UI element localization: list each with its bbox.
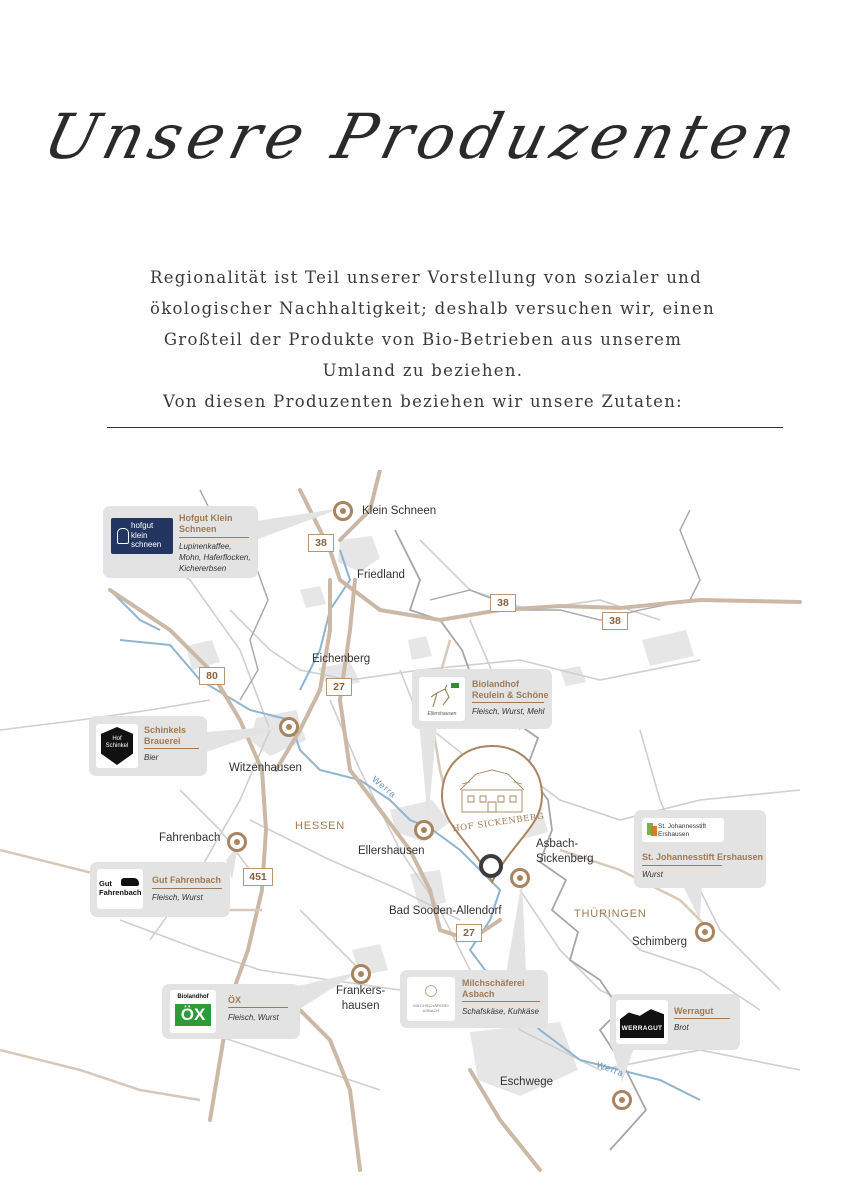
divider <box>674 1018 730 1019</box>
divider <box>152 888 222 889</box>
hills-icon <box>620 1004 664 1038</box>
road-badge: 38 <box>602 612 628 630</box>
place-label: Fahrenbach <box>159 832 221 844</box>
werragut-logo <box>616 1000 668 1044</box>
intro-line: ökologischer Nachhaltigkeit; deshalb versuchen wir, einen <box>150 299 716 318</box>
location-pin[interactable] <box>414 820 434 840</box>
schinkels-logo <box>96 724 138 768</box>
klein-schneen-logo <box>111 518 173 554</box>
divider <box>144 748 199 749</box>
road-badge: 80 <box>199 667 225 685</box>
location-pin[interactable] <box>227 832 247 852</box>
logo-text: Hof Schinkel <box>105 736 129 749</box>
place-label: Frankers- hausen <box>336 985 386 1012</box>
place-label: Friedland <box>357 569 405 581</box>
road-badge: 451 <box>243 868 273 886</box>
producer-products: Fleisch, Wurst <box>228 1013 279 1022</box>
river-label: Werra <box>370 774 399 800</box>
producer-name: ÖX <box>228 995 242 1005</box>
producer-card-fahrenbach[interactable] <box>90 862 230 917</box>
fahrenbach-logo <box>97 869 143 909</box>
producer-name: Schinkels Brauerei <box>144 725 187 746</box>
leaf-icon <box>651 826 657 836</box>
producer-card-werragut[interactable] <box>610 994 740 1050</box>
location-pin[interactable] <box>510 868 530 888</box>
region-label-hessen: HESSEN <box>295 820 346 832</box>
logo-text: Biolandhof <box>177 994 209 1000</box>
page-title: Unsere Produzenten <box>36 100 810 173</box>
road-badge: 27 <box>456 924 482 942</box>
divider <box>462 1001 540 1002</box>
milchschaeferei-logo <box>407 977 455 1021</box>
producer-name: Werragut <box>674 1006 714 1016</box>
location-pin[interactable] <box>695 922 715 942</box>
road-badge: 27 <box>326 678 352 696</box>
producer-card-johannesstift[interactable] <box>634 810 766 888</box>
producer-card-schinkels[interactable] <box>89 716 207 776</box>
divider <box>107 427 783 428</box>
logo-text: St. Johannesstift Ershausen <box>658 823 707 838</box>
producer-name: St. Johannesstift Ershausen <box>642 852 764 862</box>
oex-logo <box>170 990 216 1033</box>
river-label: Werra <box>595 1059 626 1079</box>
logo-text: hofgut klein schneen <box>131 521 162 549</box>
divider <box>472 702 544 703</box>
producer-products: Fleisch, Wurst <box>152 893 203 902</box>
producer-products: Schafskäse, Kuhkäse <box>462 1007 539 1016</box>
place-label: Klein Schneen <box>362 505 437 517</box>
producer-products: Bier <box>144 753 159 762</box>
location-pin[interactable] <box>612 1090 632 1110</box>
place-label: Bad Sooden-Allendorf <box>389 905 502 917</box>
logo-text: Gut Fahrenbach <box>99 879 142 897</box>
region-label-thueringen: THÜRINGEN <box>574 908 647 920</box>
producer-card-reulein[interactable] <box>412 669 552 729</box>
producer-map <box>0 470 846 1190</box>
location-pin[interactable] <box>279 717 299 737</box>
producer-products: Lupinenkaffee, Mohn, Haferflocken, Kichererbsen <box>179 542 251 573</box>
producer-name: Milchschäferei Asbach <box>462 978 525 999</box>
location-pin[interactable] <box>333 501 353 521</box>
producer-products: Brot <box>674 1023 689 1032</box>
place-label: Eschwege <box>500 1076 554 1088</box>
producer-name: Gut Fahrenbach <box>152 875 222 885</box>
producer-card-klein-schneen[interactable] <box>103 506 258 578</box>
place-label: Asbach- Sickenberg <box>536 838 594 865</box>
road-badge: 38 <box>308 534 334 552</box>
place-label: Eichenberg <box>312 653 371 665</box>
producer-products: Fleisch, Wurst, Mehl <box>472 707 545 716</box>
place-label: Ellershausen <box>358 845 425 857</box>
circle-icon <box>425 985 437 997</box>
logo-text: ÖX <box>175 1004 211 1026</box>
producer-products: Wurst <box>642 870 663 879</box>
road-badge: 38 <box>490 594 516 612</box>
intro-line: Umland zu beziehen. <box>322 361 524 380</box>
divider <box>179 537 249 538</box>
producer-name: Hofgut Klein Schneen <box>179 513 233 534</box>
logo-text: WERRAGUT <box>621 1025 663 1032</box>
logo-text: Ellershausen <box>427 711 457 717</box>
figure-sketch-icon <box>427 683 457 709</box>
producer-name: Biolandhof Reulein & Schöne <box>472 679 549 700</box>
intro-text <box>150 262 716 417</box>
divider <box>642 865 722 866</box>
intro-line: Von diesen Produzenten beziehen wir unsere Zutaten: <box>162 392 684 411</box>
intro-line: Regionalität ist Teil unserer Vorstellung von sozialer und <box>150 268 702 287</box>
divider <box>228 1007 288 1008</box>
logo-mark-icon <box>117 528 129 544</box>
location-pin[interactable] <box>351 964 371 984</box>
producer-card-oex[interactable] <box>162 984 300 1039</box>
place-label: Witzenhausen <box>229 762 302 774</box>
logo-text: MILCHSCHÄFEREI ASBACH <box>413 1003 449 1013</box>
place-label: Schimberg <box>632 936 687 948</box>
producer-card-milchschaeferei[interactable] <box>400 970 548 1028</box>
johannesstift-logo <box>642 818 724 842</box>
hof-sickenberg-label: HOF SICKENBERG <box>451 811 545 835</box>
hof-sickenberg-pin[interactable] <box>479 854 503 878</box>
reulein-logo <box>419 677 465 721</box>
intro-line: Großteil der Produkte von Bio-Betrieben aus unserem <box>163 330 683 349</box>
